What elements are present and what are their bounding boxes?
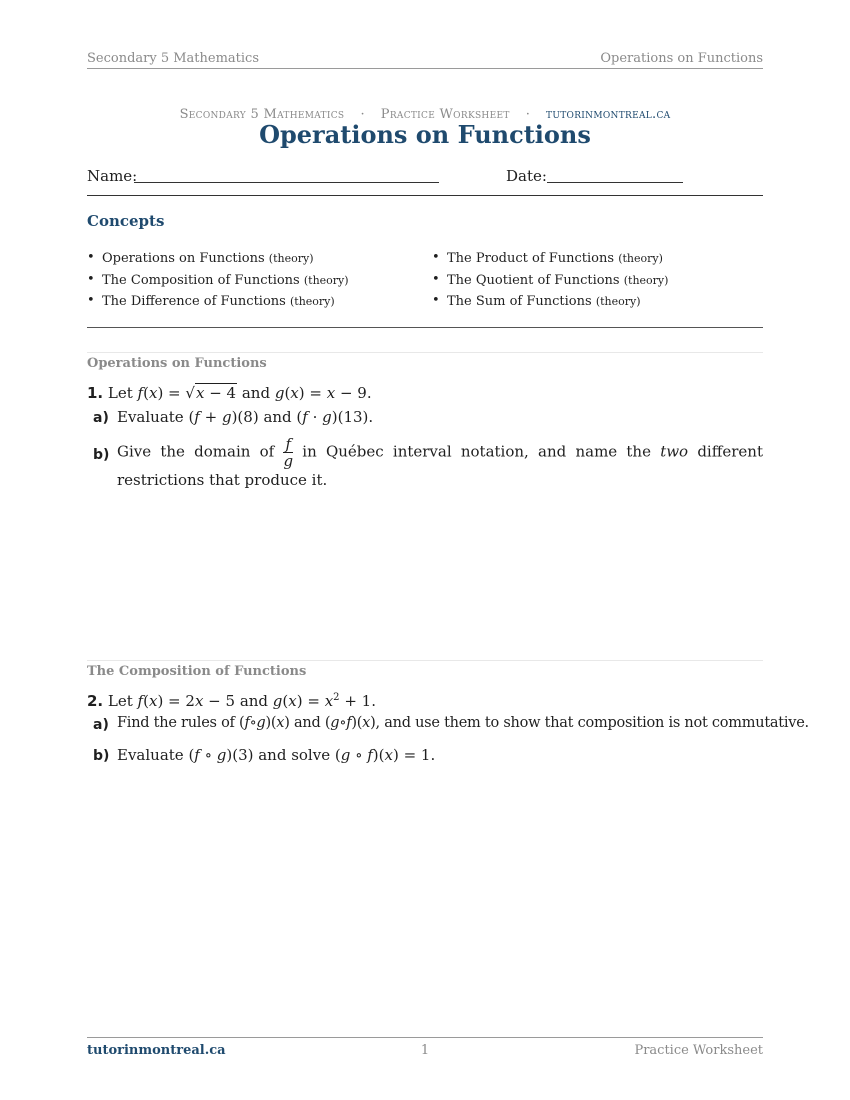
kicker-course: Secondary 5 Mathematics <box>179 107 345 122</box>
concept-link[interactable]: The Product of Functions <box>447 251 615 266</box>
concepts-rule <box>87 327 763 328</box>
question-1a-text: Evaluate (f + g)(8) and (f · g)(13). <box>117 408 374 426</box>
bullet-icon: • <box>432 293 440 308</box>
concept-link[interactable]: The Sum of Functions <box>447 294 592 309</box>
question-number: 1. <box>87 384 104 402</box>
kicker-separator: · <box>360 107 365 122</box>
question-1-stem: 1. Let f(x) = √x − 4 and g(x) = x − 9. <box>87 384 372 402</box>
page-number: 1 <box>420 1043 430 1058</box>
concepts-list-left <box>87 251 349 316</box>
bullet-icon: • <box>87 250 95 265</box>
bullet-icon: • <box>432 250 440 265</box>
header-rule <box>87 68 763 69</box>
concept-link[interactable]: Operations on Functions <box>102 251 265 266</box>
bullet-icon: • <box>87 293 95 308</box>
part-label: a) <box>93 410 109 426</box>
theory-tag: (theory) <box>303 273 349 287</box>
page-title: Operations on Functions <box>259 120 591 149</box>
name-label: Name: <box>87 167 138 185</box>
section-divider <box>87 352 763 353</box>
theory-tag: (theory) <box>595 295 641 308</box>
bullet-icon: • <box>87 271 95 287</box>
kicker-type: Practice Worksheet <box>380 107 510 122</box>
concepts-heading: Concepts <box>87 212 165 230</box>
part-label: b) <box>93 748 110 764</box>
theory-tag: (theory) <box>289 295 335 308</box>
kicker-site: tutorinmontreal.ca <box>546 107 671 122</box>
theory-tag: (theory) <box>618 252 663 265</box>
question-number: 2. <box>87 692 104 710</box>
form-rule <box>87 195 763 196</box>
kicker-separator: · <box>525 107 530 122</box>
question-2b-text: Evaluate (f ∘ g)(3) and solve (g ∘ f)(x) = 1. <box>117 746 436 764</box>
name-field[interactable] <box>134 182 439 183</box>
list-item <box>432 294 668 316</box>
question-2-stem: 2. Let f(x) = 2x − 5 and $g(x) = x^2 + 1$. <box>87 692 376 710</box>
concept-link[interactable]: The Composition of Functions <box>102 272 300 288</box>
question-1b-text: Give the domain of $\frac{f}{g}$ in Québec interval notation, and name the two different restrictions that produce it. <box>117 435 763 489</box>
running-header-right: Operations on Functions <box>600 51 763 66</box>
question-2a-text: Find the rules of (f∘g)(x) and (g∘f)(x), and use them to show that composition is not commutative. <box>117 715 809 731</box>
date-field[interactable] <box>547 182 683 183</box>
theory-tag: (theory) <box>268 252 314 265</box>
list-item <box>87 294 349 316</box>
section-divider <box>87 660 763 661</box>
part-label: a) <box>93 717 109 733</box>
list-item <box>87 251 349 273</box>
footer-site[interactable]: tutorinmontreal.ca <box>87 1043 226 1058</box>
bullet-icon: • <box>432 271 440 287</box>
list-item <box>432 273 668 295</box>
section-heading: The Composition of Functions <box>87 664 307 679</box>
date-label: Date: <box>506 167 547 185</box>
running-header-left: Secondary 5 Mathematics <box>87 51 260 66</box>
theory-tag: (theory) <box>623 273 669 287</box>
part-label: b) <box>93 447 110 463</box>
concepts-list-right <box>432 251 668 316</box>
footer-rule <box>87 1037 763 1038</box>
footer-doc-type: Practice Worksheet <box>634 1043 763 1058</box>
concept-link[interactable]: The Quotient of Functions <box>447 272 620 288</box>
list-item <box>432 251 668 273</box>
list-item <box>87 273 349 295</box>
concept-link[interactable]: The Difference of Functions <box>102 294 286 309</box>
section-heading: Operations on Functions <box>87 356 267 371</box>
fraction-f-over-g: $\frac{f}{g}$ <box>283 435 294 470</box>
